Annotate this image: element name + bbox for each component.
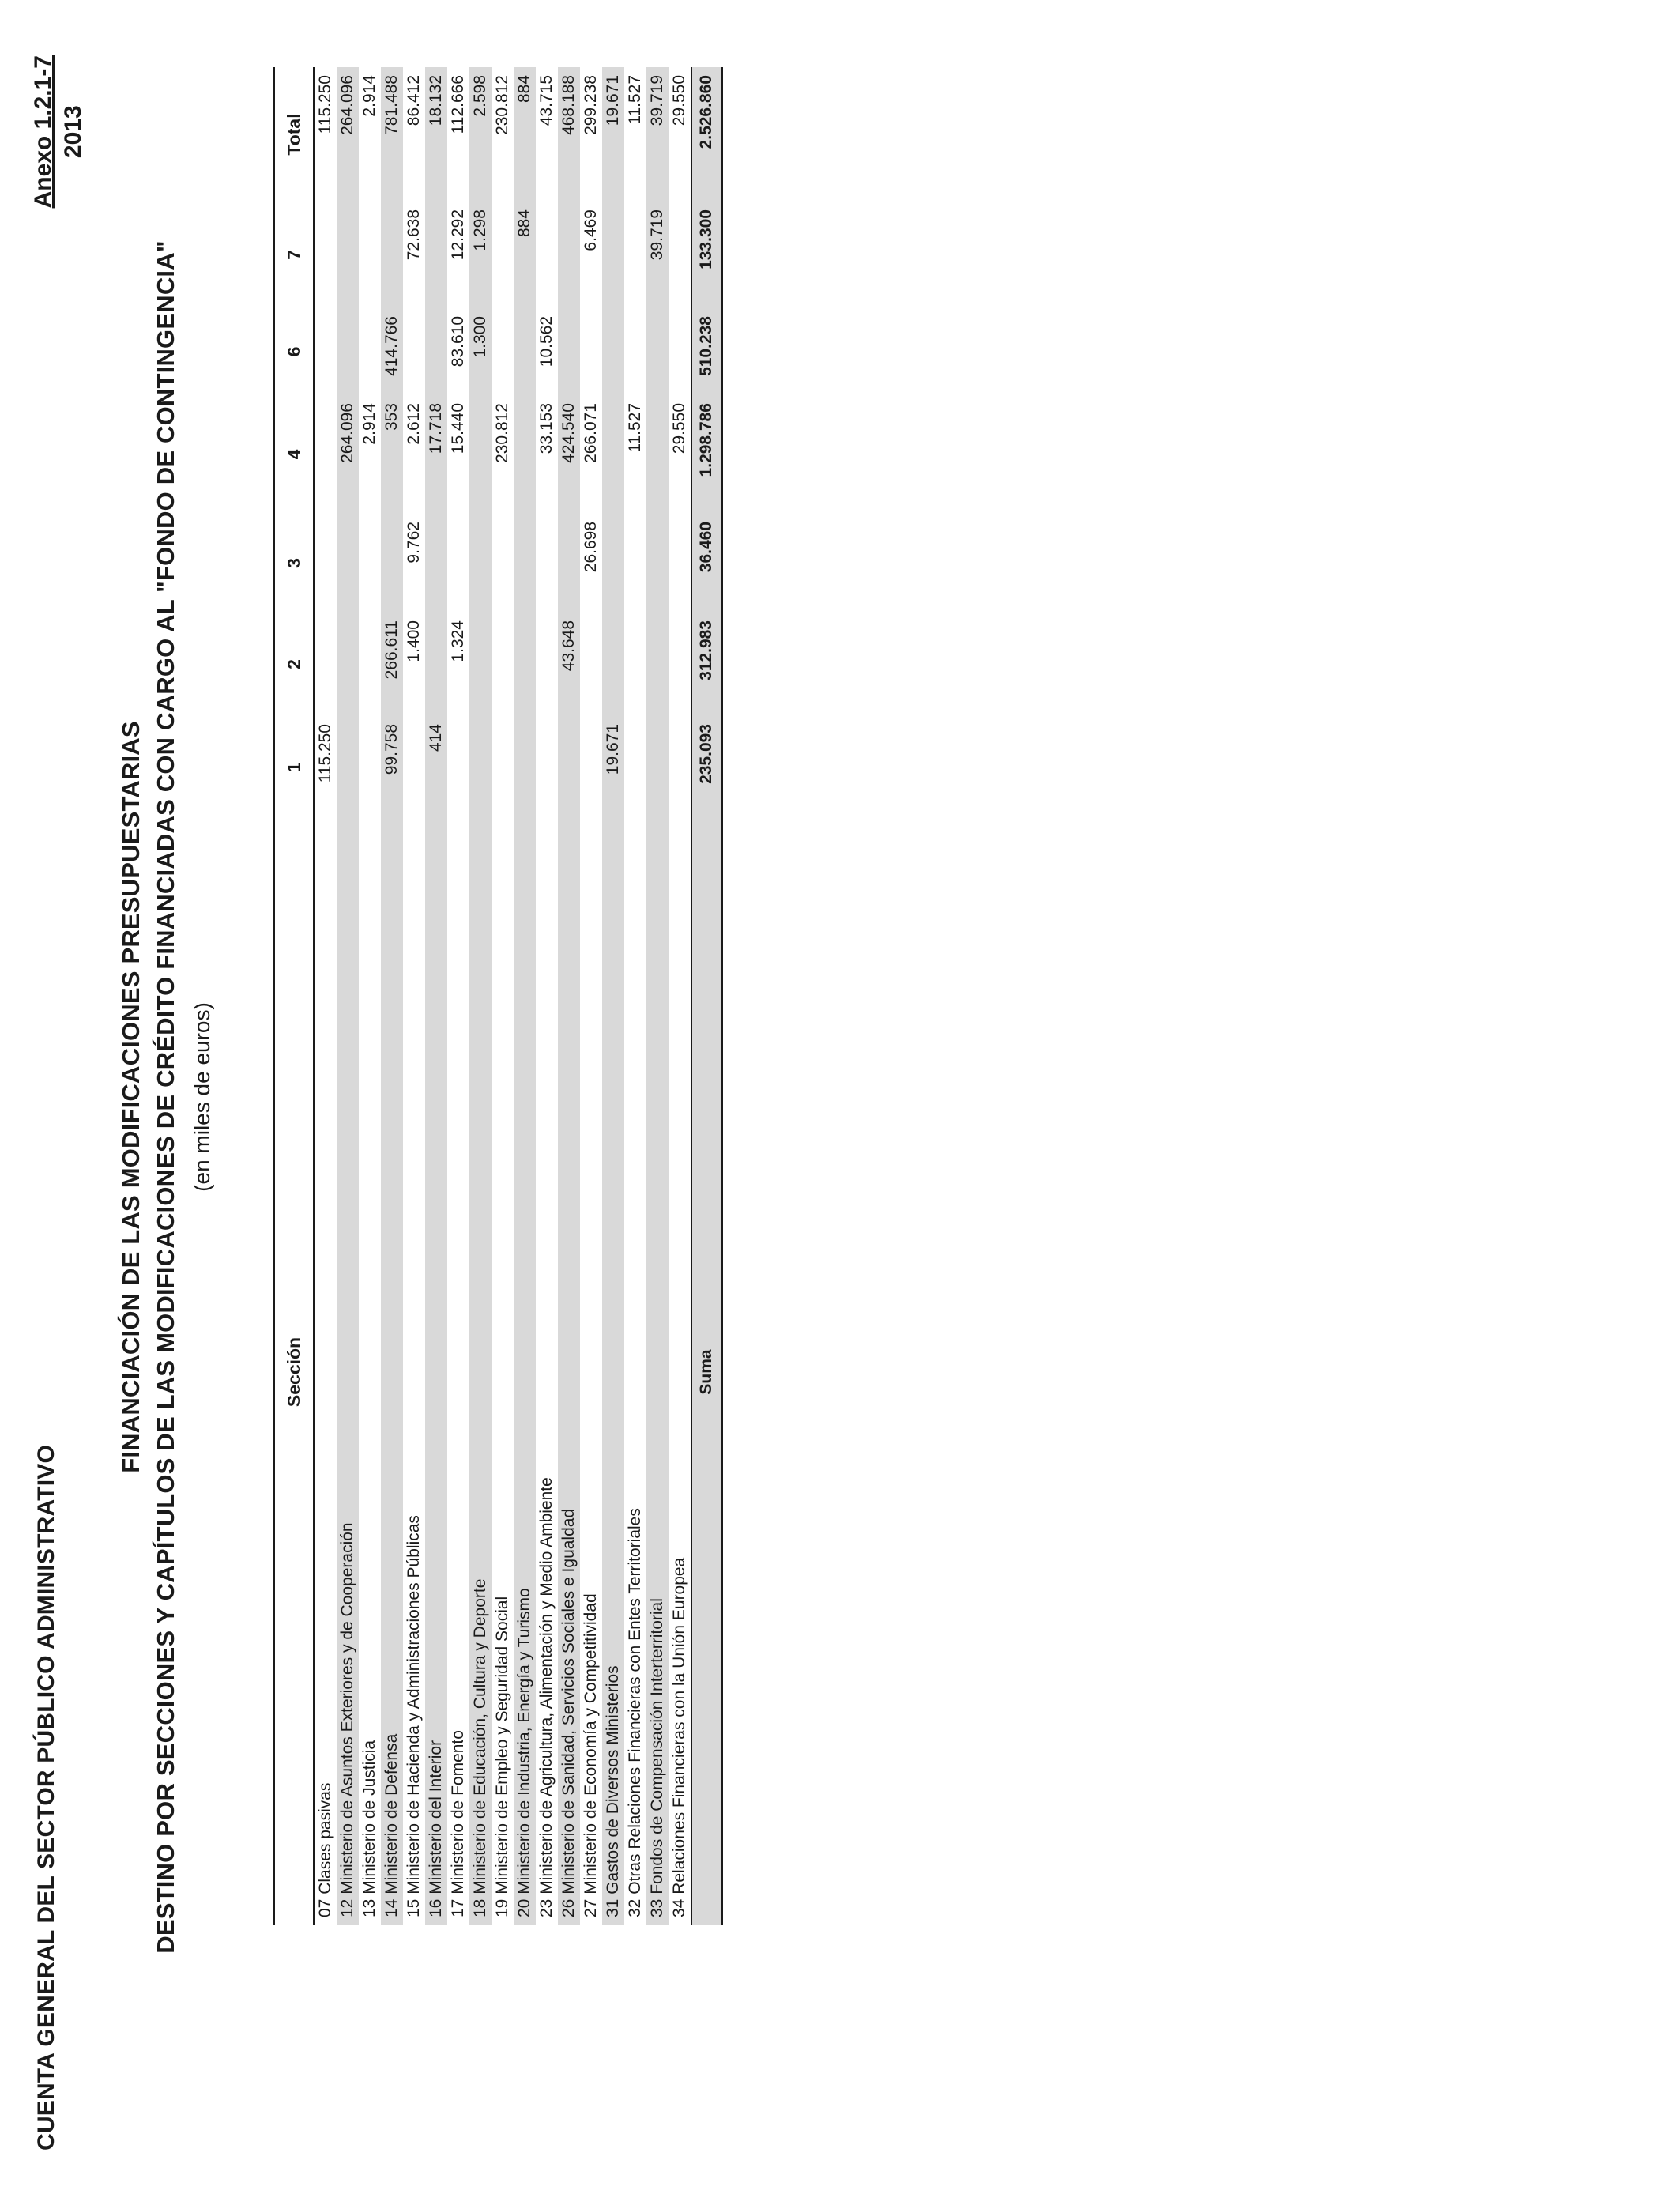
- value-cell: [602, 308, 624, 395]
- value-cell: [314, 202, 337, 308]
- value-cell: 18.132: [425, 67, 447, 202]
- document-header-left: CUENTA GENERAL DEL SECTOR PÚBLICO ADMINISTRATIVO: [33, 1445, 59, 2151]
- annex-label: Anexo 1.2.1-7: [30, 55, 56, 209]
- value-cell: 15.440: [449, 403, 467, 454]
- modifications-financing-table: [273, 67, 723, 1925]
- value-cell: 230.812: [493, 75, 511, 135]
- table-body: [314, 67, 722, 1925]
- value-cell: 414: [425, 716, 447, 819]
- value-cell: [314, 514, 337, 613]
- value-cell: 264.096: [337, 67, 359, 202]
- value-cell: 19.671: [602, 716, 624, 819]
- value-cell: [469, 613, 492, 716]
- value-cell: [469, 514, 492, 613]
- value-cell: [669, 514, 691, 613]
- value-cell: [624, 514, 646, 613]
- value-cell: [381, 202, 403, 308]
- value-cell: [646, 308, 669, 395]
- section-cell: 07 Clases pasivas: [316, 1782, 334, 1917]
- value-cell: [536, 613, 558, 716]
- value-cell: [403, 716, 425, 819]
- section-cell: 20 Ministerio de Industria, Energía y Turismo: [514, 819, 536, 1925]
- value-cell: [669, 308, 691, 395]
- value-cell: 299.238: [582, 75, 600, 135]
- value-cell: [580, 716, 602, 819]
- value-cell: [337, 613, 359, 716]
- column-header: 3: [274, 514, 315, 613]
- value-cell: 353: [381, 395, 403, 514]
- section-cell: 18 Ministerio de Educación, Cultura y Deporte: [469, 819, 492, 1925]
- value-cell: 33.153: [537, 403, 556, 454]
- value-cell: 2.598: [469, 67, 492, 202]
- value-cell: [469, 716, 492, 819]
- value-cell: [492, 514, 514, 613]
- value-cell: [381, 514, 403, 613]
- value-cell: 72.638: [405, 209, 423, 261]
- value-cell: 9.762: [405, 522, 423, 564]
- column-header: 2: [274, 613, 315, 716]
- value-cell: [403, 308, 425, 395]
- value-cell: 1.298: [469, 202, 492, 308]
- value-cell: [359, 202, 381, 308]
- table-row: [381, 67, 403, 1925]
- value-cell: [624, 613, 646, 716]
- table-row: [447, 67, 469, 1925]
- annex-year: 2013: [60, 105, 86, 159]
- value-cell: 2.526.860: [691, 67, 722, 202]
- value-cell: [359, 716, 381, 819]
- value-cell: [558, 716, 580, 819]
- value-cell: 266.611: [381, 613, 403, 716]
- value-cell: 884: [514, 202, 536, 308]
- total-row-label: Suma: [691, 819, 722, 1925]
- value-cell: [425, 514, 447, 613]
- value-cell: 1.300: [469, 308, 492, 395]
- value-cell: [514, 716, 536, 819]
- column-header-seccion: Sección: [274, 819, 315, 1925]
- value-cell: [447, 716, 469, 819]
- value-cell: [514, 613, 536, 716]
- table-row: [514, 67, 536, 1925]
- value-cell: [447, 514, 469, 613]
- value-cell: 1.298.786: [691, 395, 722, 514]
- section-cell: 23 Ministerio de Agricultura, Alimentación y Medio Ambiente: [537, 1477, 556, 1917]
- table-row: [536, 67, 558, 1925]
- table-row: [646, 67, 669, 1925]
- value-cell: 2.914: [360, 403, 379, 445]
- annex-header: [30, 55, 87, 208]
- value-cell: [469, 395, 492, 514]
- value-cell: [359, 514, 381, 613]
- section-cell: 17 Ministerio de Fomento: [449, 1730, 467, 1917]
- value-cell: 235.093: [691, 716, 722, 819]
- table-row: [624, 67, 646, 1925]
- value-cell: [669, 613, 691, 716]
- value-cell: 17.718: [425, 395, 447, 514]
- table-row: [403, 67, 425, 1925]
- value-cell: [646, 395, 669, 514]
- value-cell: [359, 308, 381, 395]
- value-cell: 83.610: [449, 316, 467, 368]
- section-cell: 31 Gastos de Diversos Ministerios: [602, 819, 624, 1925]
- table-row: [337, 67, 359, 1925]
- section-cell: 33 Fondos de Compensación Interterritorial: [646, 819, 669, 1925]
- section-cell: 16 Ministerio del Interior: [425, 819, 447, 1925]
- value-cell: [492, 202, 514, 308]
- section-cell: 14 Ministerio de Defensa: [381, 819, 403, 1925]
- value-cell: [624, 308, 646, 395]
- value-cell: [337, 308, 359, 395]
- value-cell: 1.324: [449, 620, 467, 662]
- section-cell: 34 Relaciones Financieras con la Unión Europea: [670, 1557, 688, 1917]
- column-header: 4: [274, 395, 315, 514]
- table-row: [469, 67, 492, 1925]
- value-cell: [514, 514, 536, 613]
- value-cell: 884: [514, 67, 536, 202]
- value-cell: [602, 613, 624, 716]
- table-header-row: [274, 67, 315, 1925]
- value-cell: [492, 613, 514, 716]
- value-cell: 2.612: [405, 403, 423, 445]
- value-cell: 510.238: [691, 308, 722, 395]
- column-header: Total: [274, 67, 315, 202]
- value-cell: 115.250: [316, 724, 334, 783]
- value-cell: 29.550: [670, 75, 688, 126]
- value-cell: 1.400: [405, 620, 423, 662]
- value-cell: 264.096: [337, 395, 359, 514]
- value-cell: [314, 395, 337, 514]
- value-cell: [514, 308, 536, 395]
- value-cell: [514, 395, 536, 514]
- value-cell: [337, 202, 359, 308]
- value-cell: [536, 716, 558, 819]
- value-cell: 29.550: [670, 403, 688, 454]
- total-row: [691, 67, 722, 1925]
- section-cell: 19 Ministerio de Empleo y Seguridad Social: [493, 1596, 511, 1917]
- value-cell: 112.666: [449, 75, 467, 134]
- value-cell: 99.758: [381, 716, 403, 819]
- value-cell: [314, 308, 337, 395]
- value-cell: 115.250: [316, 75, 334, 134]
- value-cell: [646, 716, 669, 819]
- value-cell: [558, 202, 580, 308]
- value-cell: 36.460: [691, 514, 722, 613]
- value-cell: [337, 716, 359, 819]
- value-cell: 43.715: [537, 75, 556, 126]
- title-line-1: FINANCIACIÓN DE LAS MODIFICACIONES PRESUPUESTARIAS: [117, 721, 145, 1473]
- value-cell: 2.914: [360, 75, 379, 117]
- value-cell: [624, 202, 646, 308]
- table-row: [359, 67, 381, 1925]
- value-cell: 230.812: [493, 403, 511, 463]
- value-cell: 414.766: [381, 308, 403, 395]
- value-cell: 43.648: [558, 613, 580, 716]
- value-cell: 86.412: [405, 75, 423, 126]
- table-row: [425, 67, 447, 1925]
- value-cell: 12.292: [449, 209, 467, 261]
- value-cell: 11.527: [626, 403, 644, 453]
- section-cell: 13 Ministerio de Justicia: [360, 1740, 379, 1917]
- value-cell: [359, 613, 381, 716]
- value-cell: 133.300: [691, 202, 722, 308]
- table-row: [492, 67, 514, 1925]
- table-row: [602, 67, 624, 1925]
- section-cell: 27 Ministerio de Economía y Competitividad: [582, 1593, 600, 1917]
- value-cell: [425, 613, 447, 716]
- section-cell: 12 Ministerio de Asuntos Exteriores y de Cooperación: [337, 819, 359, 1925]
- value-cell: [669, 202, 691, 308]
- value-cell: 266.071: [582, 403, 600, 463]
- value-cell: [580, 308, 602, 395]
- value-cell: [602, 395, 624, 514]
- section-cell: 26 Ministerio de Sanidad, Servicios Sociales e Igualdad: [558, 819, 580, 1925]
- value-cell: 781.488: [381, 67, 403, 202]
- value-cell: [646, 613, 669, 716]
- table-row: [580, 67, 602, 1925]
- value-cell: [602, 202, 624, 308]
- value-cell: [602, 514, 624, 613]
- value-cell: [580, 613, 602, 716]
- column-header: 7: [274, 202, 315, 308]
- value-cell: 39.719: [646, 202, 669, 308]
- value-cell: [337, 514, 359, 613]
- value-cell: 10.562: [537, 316, 556, 368]
- value-cell: 11.527: [626, 75, 644, 125]
- value-cell: [558, 308, 580, 395]
- value-cell: [492, 308, 514, 395]
- table-row: [314, 67, 337, 1925]
- value-cell: 468.188: [558, 67, 580, 202]
- value-cell: [536, 202, 558, 308]
- section-cell: 32 Otras Relaciones Financieras con Entes Territoriales: [626, 1508, 644, 1917]
- value-cell: [492, 716, 514, 819]
- value-cell: [536, 514, 558, 613]
- value-cell: [624, 716, 646, 819]
- value-cell: 26.698: [582, 522, 600, 573]
- column-header: 1: [274, 716, 315, 819]
- value-cell: [425, 202, 447, 308]
- value-cell: [425, 308, 447, 395]
- table-title-block: [117, 0, 215, 2194]
- table-row: [669, 67, 691, 1925]
- value-cell: [558, 514, 580, 613]
- title-line-2: DESTINO POR SECCIONES Y CAPÍTULOS DE LAS MODIFICACIONES DE CRÉDITO FINANCIADAS CON CARGO AL "FONDO DE CONTINGENCIA": [152, 240, 179, 1954]
- value-cell: 19.671: [602, 67, 624, 202]
- units-note: (en miles de euros): [190, 1002, 214, 1192]
- value-cell: 39.719: [646, 67, 669, 202]
- column-header: 6: [274, 308, 315, 395]
- value-cell: [669, 716, 691, 819]
- value-cell: [646, 514, 669, 613]
- value-cell: 312.983: [691, 613, 722, 716]
- value-cell: 424.540: [558, 395, 580, 514]
- section-cell: 15 Ministerio de Hacienda y Administraciones Públicas: [405, 1515, 423, 1917]
- table-row: [558, 67, 580, 1925]
- value-cell: 6.469: [582, 209, 600, 251]
- value-cell: [314, 613, 337, 716]
